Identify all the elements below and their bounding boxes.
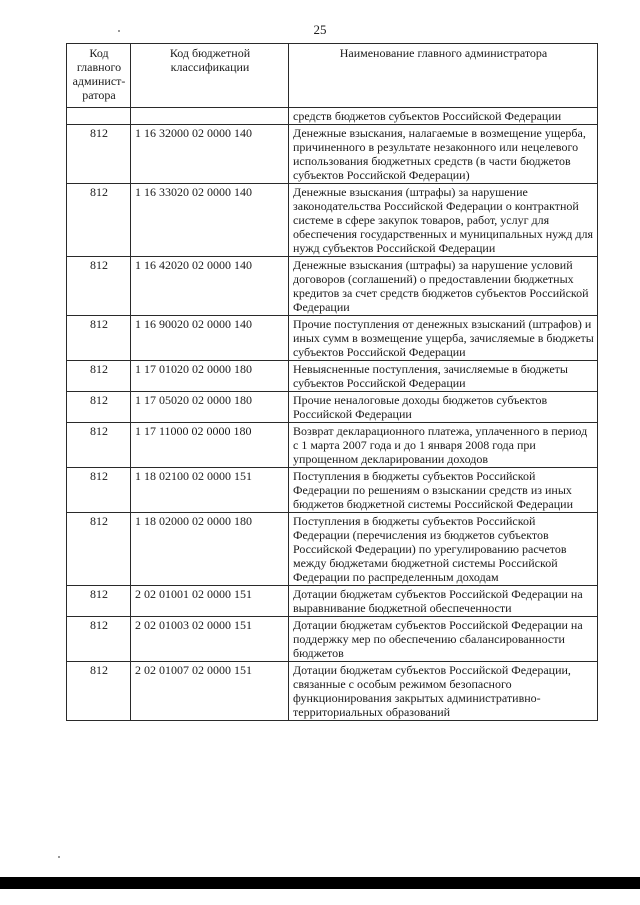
admin-code-cell: 812: [67, 184, 131, 257]
budget-code-cell: 1 16 42020 02 0000 140: [131, 257, 289, 316]
name-cell: Денежные взыскания (штрафы) за нарушение условий договоров (соглашений) о предоставлении бюджетных кредитов за счет средств бюджетов субъектов Российской Федерации: [289, 257, 598, 316]
admin-code-cell: 812: [67, 468, 131, 513]
admin-code-cell: 812: [67, 392, 131, 423]
budget-code-cell: [131, 108, 289, 125]
page-number: 25: [313, 22, 327, 37]
table-row: [67, 423, 598, 468]
table-row: [67, 125, 598, 184]
budget-code-cell: 1 17 11000 02 0000 180: [131, 423, 289, 468]
table-row: [67, 108, 598, 125]
scan-speck: [58, 856, 60, 858]
admin-code-cell: 812: [67, 257, 131, 316]
budget-code-cell: 1 16 33020 02 0000 140: [131, 184, 289, 257]
name-cell: Прочие поступления от денежных взысканий (штрафов) и иных сумм в возмещение ущерба, зачисляемые в бюджеты субъектов Российской Федерации: [289, 316, 598, 361]
table-row: [67, 257, 598, 316]
table-row: [67, 586, 598, 617]
name-cell: Невыясненные поступления, зачисляемые в бюджеты субъектов Российской Федерации: [289, 361, 598, 392]
admin-code-cell: [67, 108, 131, 125]
table-row: [67, 184, 598, 257]
header-budget-code: Код бюджетной классификации: [131, 44, 289, 108]
table-header-row: [67, 44, 598, 108]
admin-code-cell: 812: [67, 586, 131, 617]
header-admin-code: Код главного админист-ратора: [67, 44, 131, 108]
admin-code-cell: 812: [67, 513, 131, 586]
admin-code-cell: 812: [67, 617, 131, 662]
budget-classification-table: [66, 43, 598, 721]
budget-code-cell: 1 17 01020 02 0000 180: [131, 361, 289, 392]
table-row: [67, 468, 598, 513]
admin-code-cell: 812: [67, 662, 131, 721]
header-name: Наименование главного администратора: [289, 44, 598, 108]
admin-code-cell: 812: [67, 125, 131, 184]
admin-code-cell: 812: [67, 361, 131, 392]
name-cell: Прочие неналоговые доходы бюджетов субъектов Российской Федерации: [289, 392, 598, 423]
budget-code-cell: 1 16 32000 02 0000 140: [131, 125, 289, 184]
name-cell: Дотации бюджетам субъектов Российской Федерации на выравнивание бюджетной обеспеченности: [289, 586, 598, 617]
name-cell: Поступления в бюджеты субъектов Российской Федерации (перечисления из бюджетов субъектов Российской Федерации) по урегулированию расчетов между бюджетами бюджетной системы Российской Федерации по распределенным доходам: [289, 513, 598, 586]
table-row: [67, 316, 598, 361]
name-cell: Дотации бюджетам субъектов Российской Федерации, связанные с особым режимом безопасного функционирования закрытых административно-территориальных образований: [289, 662, 598, 721]
budget-code-cell: 1 17 05020 02 0000 180: [131, 392, 289, 423]
table-row: [67, 662, 598, 721]
name-cell: Возврат декларационного платежа, уплаченного в период с 1 марта 2007 года и до 1 января 2008 года при упрощенном декларировании доходов: [289, 423, 598, 468]
table-row: [67, 513, 598, 586]
name-cell: Поступления в бюджеты субъектов Российской Федерации по решениям о взыскании средств из иных бюджетов бюджетной системы Российской Федерации: [289, 468, 598, 513]
admin-code-cell: 812: [67, 316, 131, 361]
budget-code-cell: 1 18 02100 02 0000 151: [131, 468, 289, 513]
budget-code-cell: 2 02 01001 02 0000 151: [131, 586, 289, 617]
table-row: [67, 392, 598, 423]
scan-speck: [118, 30, 120, 32]
budget-code-cell: 2 02 01003 02 0000 151: [131, 617, 289, 662]
budget-code-cell: 1 18 02000 02 0000 180: [131, 513, 289, 586]
scan-bottom-bar: [0, 877, 640, 889]
name-cell: Денежные взыскания (штрафы) за нарушение законодательства Российской Федерации о контрактной системе в сфере закупок товаров, работ, услуг для обеспечения государственных и муниципальных нужд для нужд субъектов Российской Федерации: [289, 184, 598, 257]
table-row: [67, 617, 598, 662]
name-cell: Дотации бюджетам субъектов Российской Федерации на поддержку мер по обеспечению сбалансированности бюджетов: [289, 617, 598, 662]
admin-code-cell: 812: [67, 423, 131, 468]
budget-code-cell: 2 02 01007 02 0000 151: [131, 662, 289, 721]
table-row: [67, 361, 598, 392]
name-cell: Денежные взыскания, налагаемые в возмещение ущерба, причиненного в результате незаконного или нецелевого использования бюджетных средств (в части бюджетов субъектов Российской Федерации): [289, 125, 598, 184]
name-cell: средств бюджетов субъектов Российской Федерации: [289, 108, 598, 125]
budget-code-cell: 1 16 90020 02 0000 140: [131, 316, 289, 361]
